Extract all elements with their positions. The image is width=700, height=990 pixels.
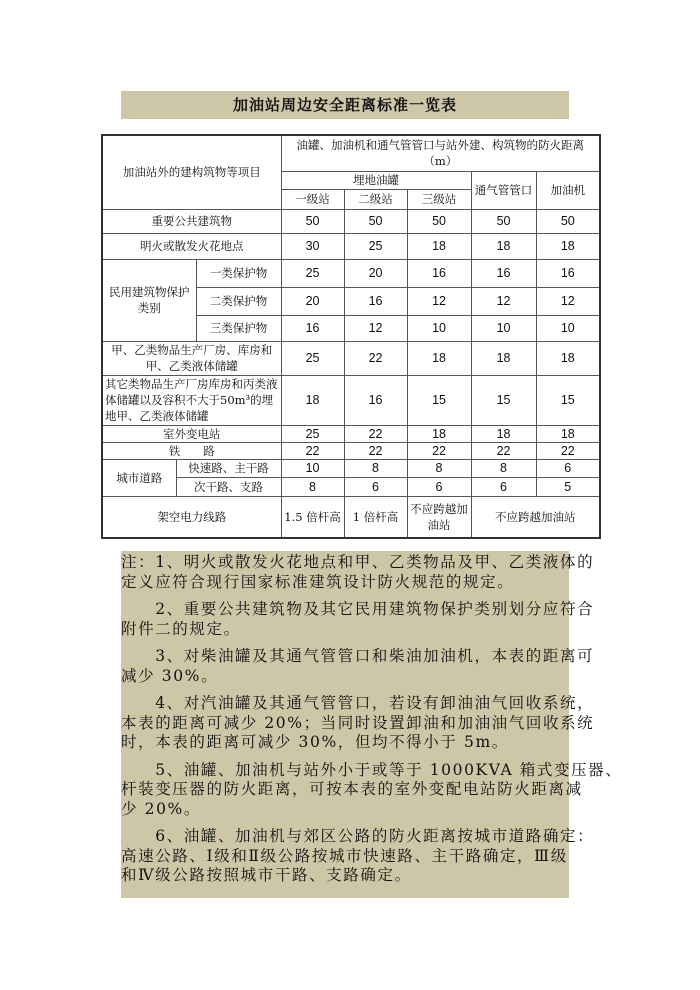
cell: 18 — [471, 341, 536, 375]
cell: 16 — [281, 315, 344, 341]
cell: 6 — [471, 477, 536, 496]
cell: 16 — [344, 375, 407, 425]
cell: 8 — [344, 459, 407, 477]
header-dispenser: 加油机 — [536, 171, 600, 209]
table-row — [102, 459, 600, 477]
cell: 6 — [536, 459, 600, 477]
cell: 18 — [281, 375, 344, 425]
row-label: 一类保护物 — [196, 259, 281, 287]
cell: 20 — [281, 287, 344, 315]
header-level-3: 三级站 — [407, 189, 471, 209]
cell: 10 — [407, 315, 471, 341]
cell: 18 — [407, 341, 471, 375]
cell: 15 — [471, 375, 536, 425]
row-group: 民用建筑物保护类别 — [102, 259, 196, 341]
note-line: 3、对柴油罐及其通气管管口和柴油加油机，本表的距离可 — [121, 647, 595, 665]
row-label: 甲、乙类物品生产厂房、库房和甲、乙类液体储罐 — [102, 341, 281, 375]
row-label: 室外变电站 — [102, 425, 281, 442]
cell: 1.5 倍杆高 — [281, 496, 344, 538]
row-group: 城市道路 — [102, 459, 176, 496]
table-row — [102, 341, 600, 375]
header-vent: 通气管管口 — [471, 171, 536, 209]
table-row — [102, 477, 600, 496]
header-distance: 油罐、加油机和通气管管口与站外建、构筑物的防火距离（m） — [281, 135, 600, 171]
row-label: 明火或散发火花地点 — [102, 233, 281, 259]
note-line: 6、油罐、加油机与郊区公路的防火距离按城市道路确定： — [121, 827, 595, 845]
table-row — [102, 425, 600, 442]
cell: 50 — [344, 209, 407, 233]
cell: 10 — [281, 459, 344, 477]
cell: 22 — [344, 442, 407, 459]
cell: 16 — [344, 287, 407, 315]
cell: 6 — [344, 477, 407, 496]
cell: 8 — [407, 459, 471, 477]
safety-distance-table — [101, 134, 601, 539]
note-line: 高速公路、Ⅰ级和Ⅱ级公路按城市快速路、主干路确定，Ⅲ级 — [121, 846, 568, 865]
note-1 — [121, 553, 595, 592]
header-level-2: 二级站 — [344, 189, 407, 209]
table-row — [102, 496, 600, 538]
cell: 12 — [536, 287, 600, 315]
cell: 18 — [407, 425, 471, 442]
cell: 20 — [344, 259, 407, 287]
cell: 50 — [407, 209, 471, 233]
cell: 50 — [536, 209, 600, 233]
row-label: 铁 路 — [102, 442, 281, 459]
cell: 22 — [281, 442, 344, 459]
table-row — [102, 209, 600, 233]
cell: 22 — [344, 425, 407, 442]
note-line: 本表的距离可减少 20%；当同时设置卸油和加油油气回收系统 — [121, 713, 595, 732]
cell: 22 — [536, 442, 600, 459]
cell: 18 — [536, 233, 600, 259]
cell: 18 — [536, 425, 600, 442]
note-line: 少 20%。 — [121, 799, 201, 818]
row-label: 三类保护物 — [196, 315, 281, 341]
note-line: 定义应符合现行国家标准建筑设计防火规范的规定。 — [121, 572, 515, 591]
note-5 — [121, 760, 623, 820]
cell: 18 — [471, 425, 536, 442]
cell: 22 — [407, 442, 471, 459]
note-line: 5、油罐、加油机与站外小于或等于 1000KVA 箱式变压器、 — [121, 760, 623, 779]
notes-box — [121, 551, 623, 898]
cell: 8 — [471, 459, 536, 477]
row-label: 重要公共建筑物 — [102, 209, 281, 233]
cell: 50 — [281, 209, 344, 233]
cell: 16 — [536, 259, 600, 287]
note-line: 附件二的规定。 — [121, 619, 241, 638]
cell: 25 — [281, 341, 344, 375]
note-3 — [121, 647, 595, 686]
row-label: 快速路、主干路 — [176, 459, 281, 477]
cell: 18 — [471, 233, 536, 259]
cell: 18 — [407, 233, 471, 259]
header-tank: 埋地油罐 — [281, 171, 471, 189]
note-line: 杆装变压器的防火距离，可按本表的室外变配电站防火距离减 — [121, 780, 583, 798]
row-label: 次干路、支路 — [176, 477, 281, 496]
cell: 12 — [344, 315, 407, 341]
cell: 22 — [344, 341, 407, 375]
cell: 15 — [536, 375, 600, 425]
cell: 18 — [536, 341, 600, 375]
cell: 16 — [471, 259, 536, 287]
note-line: 时，本表的距离可减少 30%，但均不得小于 5m。 — [121, 733, 509, 751]
note-line: 2、重要公共建筑物及其它民用建筑物保护类别划分应符合 — [121, 600, 595, 618]
note-line: 4、对汽油罐及其通气管管口，若设有卸油油气回收系统， — [121, 694, 595, 712]
row-label: 其它类物品生产厂房库房和丙类液体储罐以及容积不大于50m³的埋地甲、乙类液体储罐 — [102, 375, 281, 425]
cell: 22 — [471, 442, 536, 459]
cell: 8 — [281, 477, 344, 496]
table-row — [102, 259, 600, 287]
header-level-1: 一级站 — [281, 189, 344, 209]
table-row — [102, 375, 600, 425]
cell: 25 — [344, 233, 407, 259]
cell: 25 — [281, 425, 344, 442]
cell: 6 — [407, 477, 471, 496]
cell: 12 — [407, 287, 471, 315]
cell: 30 — [281, 233, 344, 259]
cell: 12 — [471, 287, 536, 315]
cell: 10 — [536, 315, 600, 341]
cell: 15 — [407, 375, 471, 425]
row-label: 二类保护物 — [196, 287, 281, 315]
cell: 10 — [471, 315, 536, 341]
note-4 — [121, 694, 595, 753]
cell: 5 — [536, 477, 600, 496]
note-6 — [121, 827, 595, 886]
cell: 50 — [471, 209, 536, 233]
note-line: 注：1、明火或散发火花地点和甲、乙类物品及甲、乙类液体的 — [121, 553, 595, 571]
note-line: 和Ⅳ级公路按照城市干路、支路确定。 — [121, 866, 412, 884]
cell: 不应跨越加油站 — [471, 496, 600, 538]
table-row — [102, 442, 600, 459]
cell: 25 — [281, 259, 344, 287]
page-title: 加油站周边安全距离标准一览表 — [121, 91, 569, 119]
note-line: 减少 30%。 — [121, 666, 219, 685]
row-label: 架空电力线路 — [102, 496, 281, 538]
cell: 1 倍杆高 — [344, 496, 407, 538]
cell: 不应跨越加油站 — [407, 496, 471, 538]
note-2 — [121, 600, 595, 639]
table-row — [102, 233, 600, 259]
cell: 16 — [407, 259, 471, 287]
header-item: 加油站外的建构筑物等项目 — [102, 135, 281, 209]
